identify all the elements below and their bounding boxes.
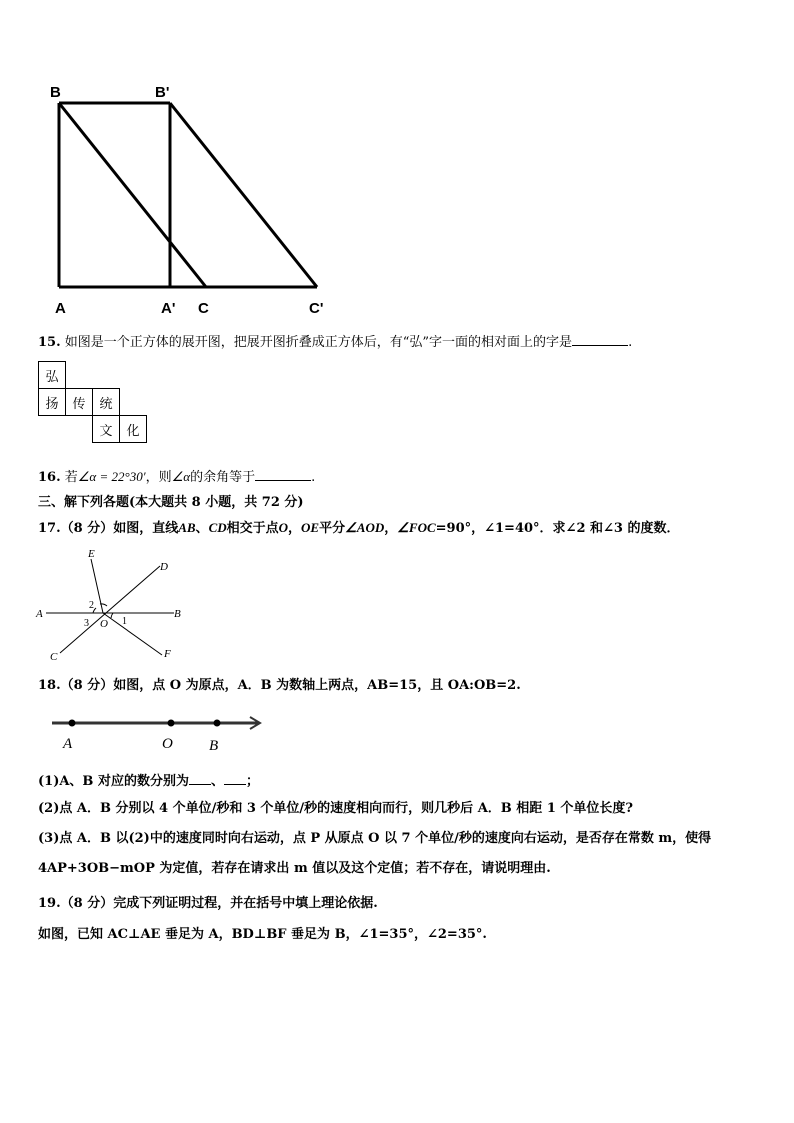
angle-label-1: 1: [122, 616, 127, 627]
label-A: A: [63, 736, 73, 752]
question-number: 16.: [38, 470, 61, 485]
segment-B'C': [170, 103, 317, 287]
question-number: 15.: [38, 335, 61, 350]
net-cell: 扬: [39, 389, 66, 416]
q19-given: 如图，已知 AC⊥AE 垂足为 A，BD⊥BF 垂足为 B，∠1=35°，∠2=35°.: [38, 927, 487, 942]
answer-blank[interactable]: [255, 468, 311, 481]
fig-intersecting-lines: [34, 546, 194, 668]
line-CD: [60, 566, 160, 653]
question-text: 如图是一个正方体的展开图，把展开图折叠成正方体后，有“弘”字一面的相对面上的字是: [64, 335, 573, 350]
text-post: 的余角等于: [190, 470, 256, 485]
q17-text-c: ，: [288, 521, 302, 536]
q17-sep: 、: [195, 521, 209, 536]
question-19: 19.（8 分）完成下列证明过程，并在括号中填上理论依据.: [38, 896, 378, 911]
question-15: [38, 333, 632, 351]
net-cell: 化: [120, 416, 147, 443]
ray-OF: [103, 613, 162, 655]
label-Cprime: C': [309, 300, 324, 317]
end: ；: [245, 774, 259, 789]
label-Bprime: B': [155, 84, 170, 101]
q17-text-f: =90°，∠1=40°．求∠2 和∠3 的度数．: [435, 521, 680, 536]
segment-BC: [59, 103, 206, 287]
label-E: E: [88, 548, 95, 560]
q17-text-d: 平分: [319, 521, 346, 536]
point-A-dot: [69, 720, 76, 727]
net-cell: 传: [66, 389, 93, 416]
angle-label-3: 3: [84, 618, 89, 629]
sep: 、: [210, 774, 224, 789]
q18-part-3-line-2: 4AP+3OB−mOP 为定值，若存在请求出 m 值以及这个定值；若不存在，请说明理由.: [38, 861, 551, 876]
point-O-dot: [168, 720, 175, 727]
label-A: A: [36, 608, 43, 620]
text-mid: ，则: [145, 470, 172, 485]
angle-alpha: ∠α: [171, 469, 191, 484]
label-C: C: [50, 651, 58, 663]
answer-blank[interactable]: [572, 333, 628, 346]
net-cell: 文: [93, 416, 120, 443]
line-cd: CD: [208, 520, 227, 535]
q17-text-e: ，: [384, 521, 398, 536]
net-cell: 弘: [39, 362, 66, 389]
label-O: O: [162, 736, 173, 752]
q18-part-3-line-1: (3)点 A．B 以(2)中的速度同时向右运动，点 P 从原点 O 以 7 个单位/秒的速度向右运动，是否存在常数 m，使得: [38, 831, 712, 846]
point-B-dot: [214, 720, 221, 727]
angle-expression: ∠α = 22°30′: [77, 469, 146, 484]
section-heading: 三、解下列各题(本大题共 8 小题，共 72 分): [38, 495, 304, 510]
part-1-text: (1)A、B 对应的数分别为: [38, 774, 189, 789]
label-F: F: [164, 648, 171, 660]
angle-foc: ∠FOC: [397, 520, 436, 535]
fig-number-line: [48, 706, 268, 754]
angle-arc-1: [111, 613, 113, 618]
point-o: O: [278, 520, 289, 535]
label-B: B: [209, 738, 219, 754]
q17-text-b: 相交于点: [226, 521, 279, 536]
text-pre: 若: [64, 470, 78, 485]
cube-net: [38, 361, 147, 443]
label-D: D: [160, 561, 168, 573]
ray-oe: OE: [301, 520, 320, 535]
answer-blank-a[interactable]: [189, 772, 211, 785]
label-Aprime: A': [161, 300, 176, 317]
angle-label-2: 2: [89, 600, 94, 611]
angle-aod: ∠AOD: [345, 520, 385, 535]
label-B: B: [174, 608, 181, 620]
question-17: [38, 520, 679, 537]
line-ab: AB: [178, 520, 196, 535]
label-O: O: [100, 618, 108, 630]
question-18: 18.（8 分）如图，点 O 为原点，A．B 为数轴上两点，AB=15，且 OA:OB=2.: [38, 678, 521, 693]
label-C: C: [198, 300, 209, 317]
period: .: [311, 470, 316, 485]
net-cell: 统: [93, 389, 120, 416]
period: .: [628, 335, 633, 350]
label-B: B: [50, 84, 61, 101]
q18-part-1: [38, 772, 259, 790]
q18-part-2: (2)点 A．B 分别以 4 个单位/秒和 3 个单位/秒的速度相向而行，则几秒后 A．B 相距 1 个单位长度?: [38, 801, 634, 816]
label-A: A: [55, 300, 66, 317]
fig-rectangle-parallelogram: [40, 78, 350, 318]
answer-blank-b[interactable]: [224, 772, 246, 785]
question-16: [38, 468, 315, 486]
q17-text-a: 17.（8 分）如图，直线: [38, 521, 179, 536]
